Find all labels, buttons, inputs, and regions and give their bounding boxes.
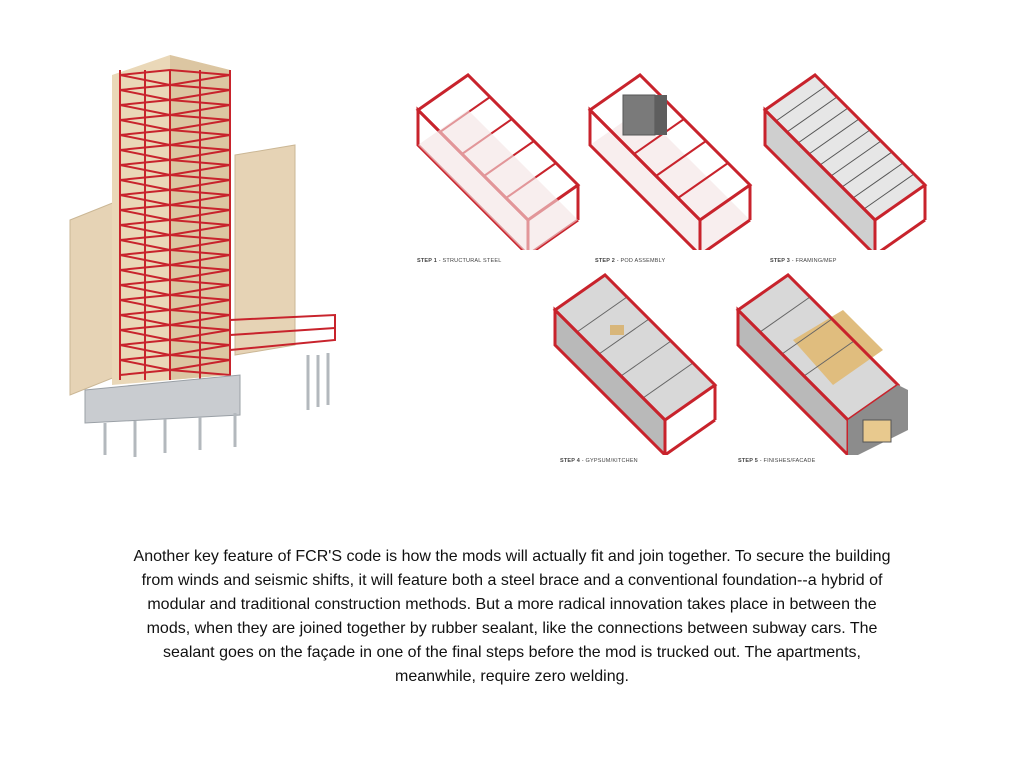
step3-framing-mep-diagram	[760, 70, 935, 250]
assembly-steps	[405, 70, 945, 470]
step4-gypsum-kitchen-diagram	[550, 270, 725, 455]
step4-caption: STEP 4 - GYPSUM/KITCHEN	[560, 458, 638, 464]
step2-pod-assembly-diagram	[585, 70, 755, 250]
step5-caption: STEP 5 - FINISHES/FACADE	[738, 458, 816, 464]
step5-finishes-facade-diagram	[733, 270, 913, 455]
step2-caption: STEP 2 - POD ASSEMBLY	[595, 258, 666, 264]
step3-caption: STEP 3 - FRAMING/MEP	[770, 258, 837, 264]
modular-tower-illustration	[60, 45, 350, 465]
step1-structural-steel-diagram	[413, 70, 583, 250]
caption-paragraph: Another key feature of FCR'S code is how the mods will actually fit and join together. To secure the building from winds and seismic shifts, it will feature both a steel brace and a conventional foundation--a hybrid of modular and traditional construction methods. But a more radical innovation takes place in between the mods, when they are joined together by rubber sealant, like the connections between subway cars. The sealant goes on the façade in one of the final steps before the mod is trucked out. The apartments, meanwhile, require zero welding.	[133, 548, 891, 685]
step1-caption: STEP 1 - STRUCTURAL STEEL	[417, 258, 502, 264]
